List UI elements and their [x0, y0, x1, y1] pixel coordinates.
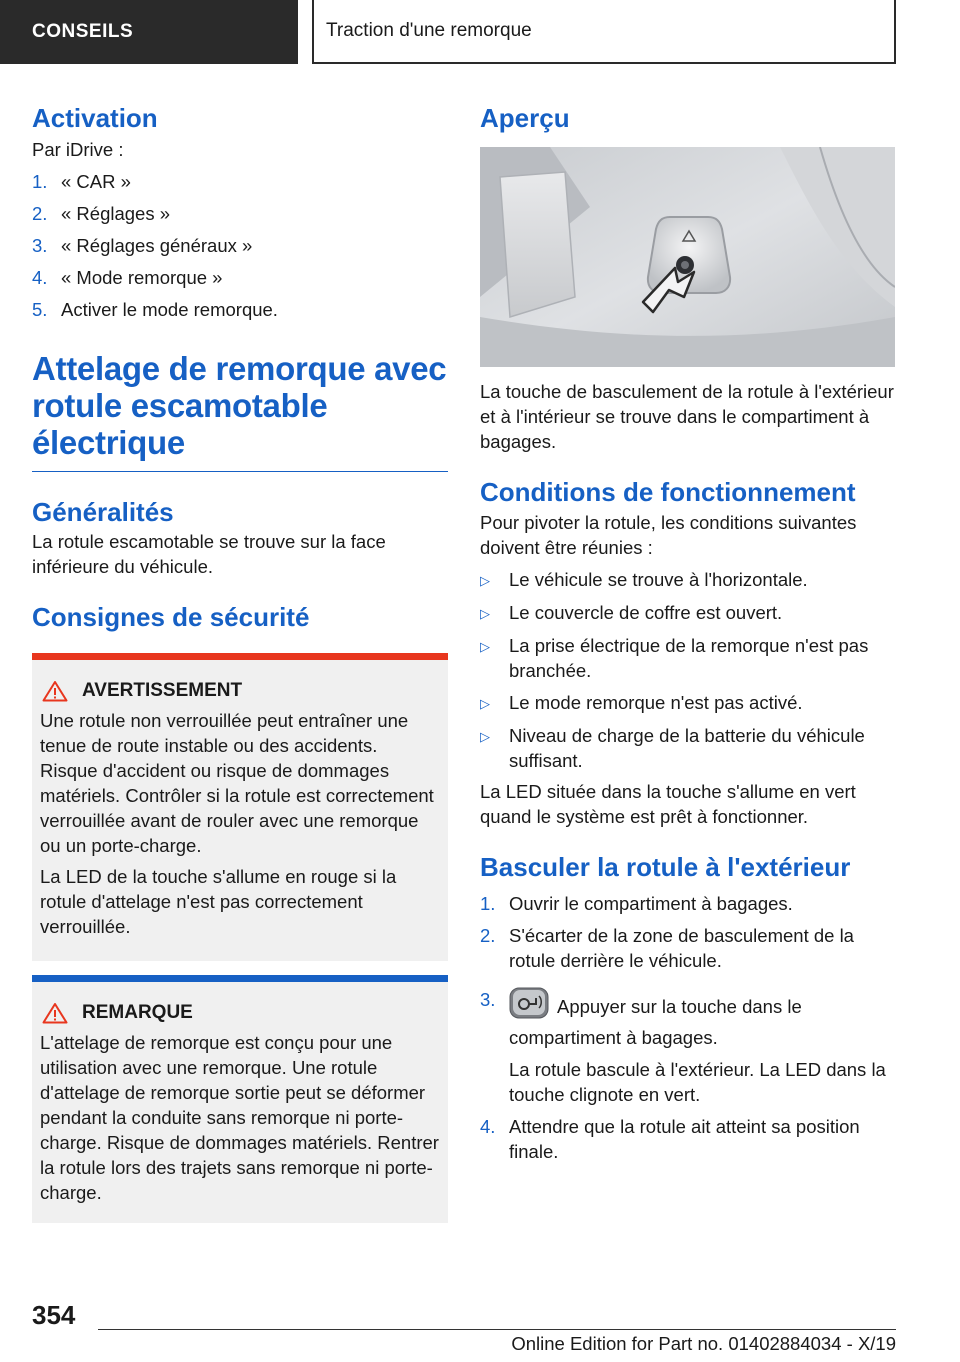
conditions-outro: La LED située dans la touche s'allume en vert quand le système est prêt à fonctionner. — [480, 781, 856, 827]
note-title: REMARQUE — [40, 1002, 440, 1024]
basculer-heading: Basculer la rotule à l'extérieur — [480, 852, 851, 882]
warning-text-led: La LED de la touche s'allume en rouge si la rotule d'attelage n'est pas correctement verrouillée. — [40, 866, 397, 938]
footer-edition: Online Edition for Part no. 01402884034 - X/19 — [511, 1333, 896, 1354]
page-header-title: Traction d'une remorque — [326, 20, 532, 41]
triangle-right-icon: ▷ — [480, 606, 490, 621]
list-item: 5. Activer le mode remorque. — [32, 298, 278, 320]
note-text: L'attelage de remorque est conçu pour une utilisation avec une remorque. Une rotule d'attelage de remorque sortie peut se déformer pendant la conduite sans remorque ni porte-charge. Risque de dommages matériels. Rentrer la rotule lors des trajets sans remorque ni porte-charge. — [40, 1032, 439, 1204]
list-item: ▷ La prise électrique de la remorque n'est pas branchée. — [480, 635, 869, 681]
section-label: CONSEILS — [32, 21, 134, 42]
warning-text: Une rotule non verrouillée peut entraîner une tenue de route instable ou des accidents. Risque d'accident ou risque de dommages matériels. Contrôler si la rotule est correctement verrouillée avant de rouler avec une remorque ou un porte-charge. — [40, 710, 434, 857]
warning-box — [32, 653, 448, 961]
generalites-text: La rotule escamotable se trouve sur la face inférieure du véhicule. — [32, 530, 386, 577]
note-box — [32, 975, 448, 1223]
list-item: ▷ Le mode remorque n'est pas activé. — [480, 690, 896, 716]
list-item: 3. « Réglages généraux » — [32, 234, 253, 256]
activation-steps — [32, 169, 448, 322]
basculer-steps — [480, 891, 896, 1164]
right-column — [480, 100, 896, 1164]
chapter-title: Attelage de remorque avec rotule escamotable électrique — [32, 349, 447, 462]
triangle-right-icon: ▷ — [480, 573, 490, 588]
list-item: 4. « Mode remorque » — [32, 266, 223, 288]
trunk-button-photo — [480, 147, 895, 367]
trunk-illustration — [480, 147, 895, 367]
warning-title: AVERTISSEMENT — [40, 680, 440, 702]
consignes-heading: Consignes de sécurité — [32, 601, 310, 632]
section-tab — [0, 0, 298, 64]
list-item: 2. « Réglages » — [32, 202, 171, 224]
triangle-right-icon: ▷ — [480, 696, 490, 711]
triangle-right-icon: ▷ — [480, 639, 490, 654]
chapter-rule — [32, 471, 448, 472]
page-number: 354 — [32, 1300, 76, 1330]
list-item: 4. Attendre que la rotule ait atteint sa position finale. — [480, 1115, 860, 1162]
list-item: 2. S'écarter de la zone de basculement de la rotule derrière le véhicule. — [480, 924, 854, 971]
conditions-intro: Pour pivoter la rotule, les conditions suivantes doivent être réunies : — [480, 512, 857, 558]
list-item: ▷ Le véhicule se trouve à l'horizontale. — [480, 567, 896, 593]
list-item: 1. Ouvrir le compartiment à bagages. — [480, 892, 793, 914]
apercu-caption: La touche de basculement de la rotule à l'extérieur et à l'intérieur se trouve dans le compartiment à bagages. — [480, 380, 894, 452]
list-item: ▷ Le couvercle de coffre est ouvert. — [480, 600, 896, 626]
left-column — [32, 100, 448, 1223]
generalites-heading: Généralités — [32, 497, 174, 528]
page-header — [312, 0, 896, 64]
conditions-heading: Conditions de fonctionnement — [480, 476, 856, 507]
list-item: 1. « CAR » — [32, 170, 131, 192]
list-item: 3. Appuyer sur la touche dans le compartiment à bagages. La rotule bascule à l'extérieur. La LED dans la touche clignote en vert. — [480, 987, 896, 1107]
activation-heading: Activation — [32, 103, 158, 133]
list-item: ▷ Niveau de charge de la batterie du véhicule suffisant. — [480, 725, 865, 771]
warning-triangle-icon — [42, 1002, 68, 1024]
footer-rule — [98, 1329, 896, 1330]
conditions-list — [480, 567, 896, 773]
triangle-right-icon: ▷ — [480, 729, 490, 744]
warning-triangle-icon — [42, 680, 68, 702]
activation-intro: Par iDrive : — [32, 138, 124, 160]
apercu-heading: Aperçu — [480, 103, 570, 133]
step-result: La rotule bascule à l'extérieur. La LED dans la touche clignote en vert. — [509, 1058, 886, 1105]
tow-hitch-button-icon — [509, 987, 549, 1025]
